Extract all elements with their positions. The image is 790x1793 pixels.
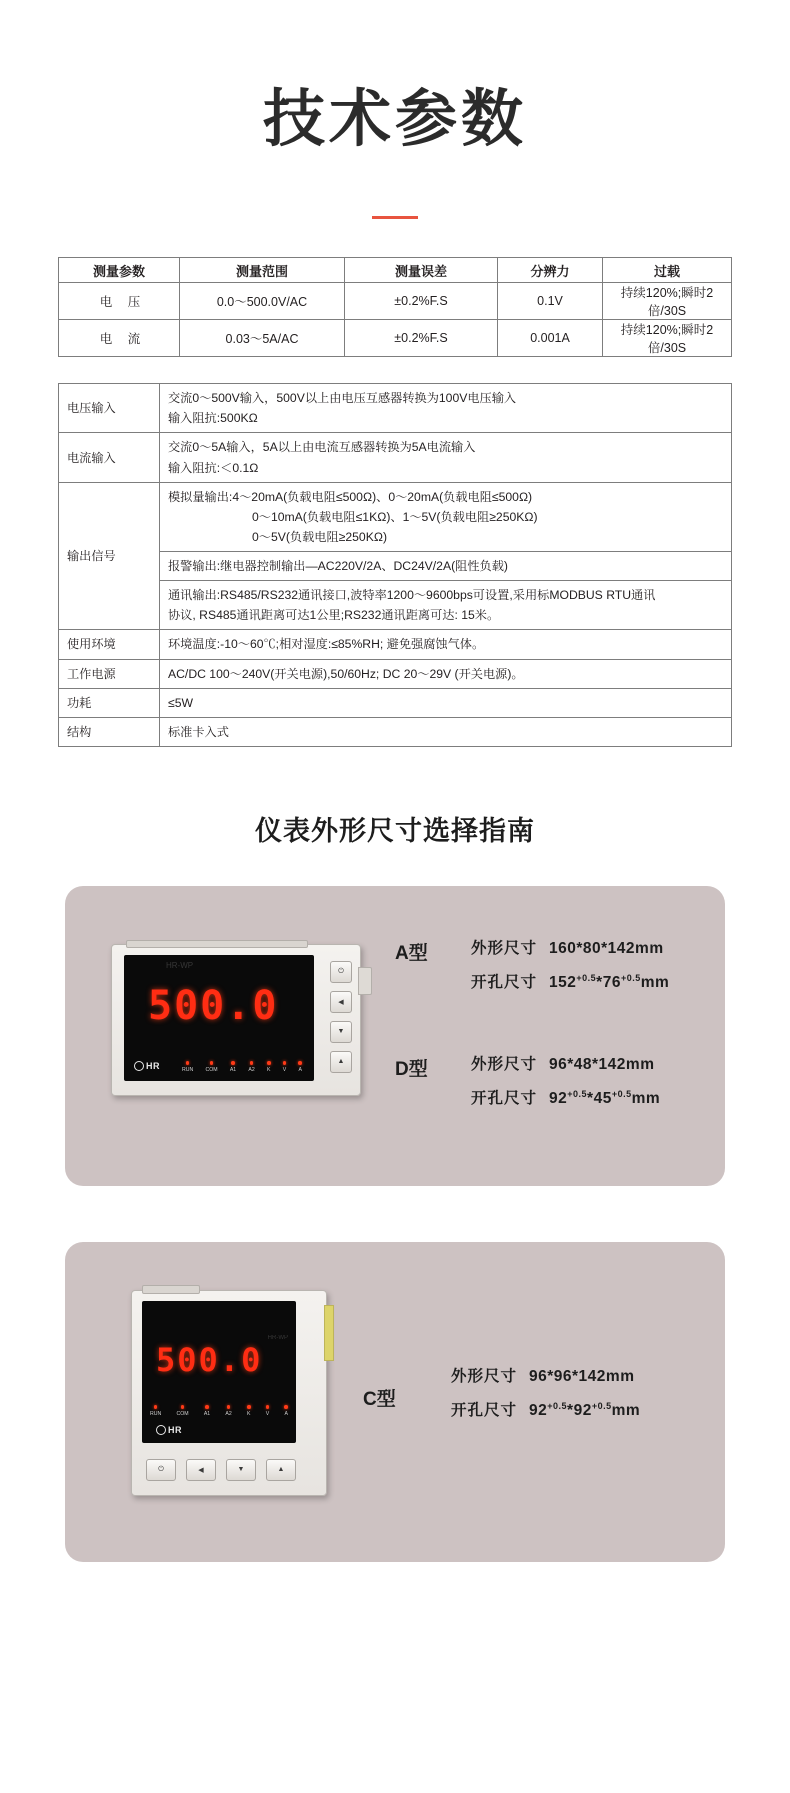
led-dot-icon (231, 1061, 235, 1065)
key-down-button[interactable]: ▼ (330, 1021, 352, 1043)
led-run: RUN (182, 1061, 193, 1073)
spec-cell-overload: 持续120%;瞬时2倍/30S (603, 283, 732, 320)
panel-model-a-d (65, 886, 725, 1186)
dimension-key: 外形尺寸 (451, 1367, 518, 1385)
spec-header-cell: 测量范围 (180, 258, 345, 283)
detail-line: 协议, RS485通讯距离可达1公里;RS232通讯距离可达: 15米。 (168, 608, 500, 623)
spec-header-cell: 测量误差 (345, 258, 498, 283)
led-a1: A1 (204, 1405, 210, 1417)
spec-header-cell: 测量参数 (59, 258, 180, 283)
device-side-tab (358, 967, 372, 995)
spec-header-cell: 分辨力 (498, 258, 603, 283)
led-a1: A1 (230, 1061, 236, 1073)
led-a2: A2 (248, 1061, 254, 1073)
key-set-button[interactable]: ⏻ (146, 1459, 176, 1481)
detail-value (160, 384, 732, 433)
brand-logo (134, 1061, 160, 1071)
spec-table (58, 257, 732, 357)
device-keypad (330, 961, 350, 1073)
title-divider (372, 216, 418, 219)
dimension-outer-a (471, 936, 664, 958)
cutout-h-tol: +0.5 (620, 972, 641, 983)
dimension-outer-d (471, 1052, 655, 1074)
device-keypad (146, 1459, 296, 1481)
model-label-c: C型 (363, 1388, 396, 1410)
spec-cell-parameter: 电 压 (59, 283, 180, 320)
cutout-h-tol: +0.5 (591, 1400, 612, 1411)
table-row (59, 581, 732, 630)
spec-cell-resolution: 0.001A (498, 320, 603, 357)
spec-cell-error: ±0.2%F.S (345, 320, 498, 357)
brand-text: HR (168, 1424, 182, 1435)
dimension-key: 外形尺寸 (471, 1055, 538, 1073)
detail-label: 电流输入 (59, 433, 160, 482)
led-dot-icon (205, 1405, 209, 1409)
page-title: 技术参数 (262, 85, 527, 154)
detail-line: 0～5V(负载电阻≥250KΩ) (252, 529, 388, 544)
detail-label: 输出信号 (59, 482, 160, 630)
detail-value: ≤5W (160, 688, 732, 717)
screen-watermark: HR-WP (267, 1334, 288, 1341)
spec-table-wrapper (58, 257, 732, 357)
detail-label: 使用环境 (59, 630, 160, 659)
led-dot-icon (247, 1405, 251, 1409)
table-row (59, 320, 732, 357)
status-led-row (182, 1061, 302, 1073)
cutout-w-tol: +0.5 (547, 1400, 568, 1411)
brand-ring-icon (156, 1425, 166, 1435)
cutout-unit: mm (640, 973, 670, 991)
led-dot-icon (298, 1061, 302, 1065)
detail-line: 报警输出:继电器控制输出—AC220V/2A、DC24V/2A(阻性负载) (168, 559, 508, 574)
detail-label: 功耗 (59, 688, 160, 717)
cutout-w: 92 (549, 1089, 568, 1107)
detail-value-alarm (160, 552, 732, 581)
dimension-key: 开孔尺寸 (471, 973, 538, 991)
detail-value (160, 433, 732, 482)
detail-value: 环境温度:-10～60℃;相对湿度:≤85%RH; 避免强腐蚀气体。 (160, 630, 732, 659)
cutout-h: *45 (587, 1089, 612, 1107)
cutout-h-tol: +0.5 (611, 1088, 632, 1099)
spec-header-cell: 过载 (603, 258, 732, 283)
led-v: V (266, 1405, 270, 1417)
key-left-button[interactable]: ◀ (186, 1459, 216, 1481)
status-led-row (150, 1405, 288, 1417)
led-run: RUN (150, 1405, 161, 1417)
table-row (59, 552, 732, 581)
spec-cell-resolution: 0.1V (498, 283, 603, 320)
cutout-w: 152 (549, 973, 577, 991)
dimension-cutout-d (471, 1086, 660, 1108)
key-up-button[interactable]: ▲ (330, 1051, 352, 1073)
led-dot-icon (283, 1061, 287, 1065)
cutout-w-tol: +0.5 (567, 1088, 588, 1099)
table-row (59, 688, 732, 717)
device-top-cap (126, 940, 308, 948)
detail-line: 输入阻抗:＜0.1Ω (168, 460, 259, 475)
detail-value: 标准卡入式 (160, 717, 732, 746)
cutout-w-tol: +0.5 (576, 972, 597, 983)
spec-cell-parameter: 电 流 (59, 320, 180, 357)
spec-cell-error: ±0.2%F.S (345, 283, 498, 320)
brand-ring-icon (134, 1061, 144, 1071)
cutout-unit: mm (611, 1401, 641, 1419)
led-a: A (298, 1061, 302, 1073)
device-side-tab (324, 1305, 334, 1361)
cutout-w: 92 (529, 1401, 548, 1419)
led-a2: A2 (225, 1405, 231, 1417)
device-top-cap (142, 1285, 200, 1294)
led-dot-icon (266, 1405, 270, 1409)
led-dot-icon (250, 1061, 254, 1065)
device-image-model-c (131, 1290, 327, 1496)
dimension-key: 外形尺寸 (471, 939, 538, 957)
model-label-d: D型 (395, 1058, 428, 1080)
led-dot-icon (181, 1405, 185, 1409)
detail-value-analog (160, 482, 732, 551)
led-dot-icon (186, 1061, 190, 1065)
detail-line: 模拟量输出:4～20mA(负载电阻≤500Ω)、0～20mA(负载电阻≤500Ω) (168, 489, 533, 504)
section-title-size-guide: 仪表外形尺寸选择指南 (255, 815, 535, 846)
detail-line: 交流0～500V输入，500V以上由电压互感器转换为100V电压输入 (168, 391, 517, 406)
device-screen (142, 1301, 296, 1443)
device-display-value: 500.0 (148, 982, 279, 1029)
dimension-key: 开孔尺寸 (471, 1089, 538, 1107)
dimension-cutout-c (451, 1398, 640, 1420)
detail-value: AC/DC 100～240V(开关电源),50/60Hz; DC 20～29V (开关电源)。 (160, 659, 732, 688)
table-row (59, 717, 732, 746)
detail-line: 输入阻抗:500KΩ (168, 411, 258, 426)
screen-watermark: HR-WP (166, 960, 194, 970)
led-v: V (283, 1061, 287, 1073)
device-display-value: 500.0 (156, 1340, 263, 1379)
cutout-unit: mm (631, 1089, 661, 1107)
dimension-cutout-a (471, 970, 669, 992)
detail-label: 电压输入 (59, 384, 160, 433)
table-header-row (59, 258, 732, 283)
key-set-button[interactable]: ⏻ (330, 961, 352, 983)
led-dot-icon (267, 1061, 271, 1065)
detail-table-wrapper (58, 383, 732, 747)
dimension-outer-c (451, 1364, 635, 1386)
spec-cell-range: 0.0～500.0V/AC (180, 283, 345, 320)
cutout-h: *92 (567, 1401, 592, 1419)
spec-cell-overload: 持续120%;瞬时2倍/30S (603, 320, 732, 357)
detail-line: 0～10mA(负载电阻≤1KΩ)、1～5V(负载电阻≥250KΩ) (252, 509, 538, 524)
dimension-value: 96*96*142mm (529, 1367, 635, 1385)
spec-cell-range: 0.03～5A/AC (180, 320, 345, 357)
detail-line: 交流0～5A输入，5A以上由电流互感器转换为5A电流输入 (168, 440, 476, 455)
cutout-h: *76 (596, 973, 621, 991)
table-row (59, 630, 732, 659)
detail-line: 通讯输出:RS485/RS232通讯接口,波特率1200～9600bps可设置,采用标MODBUS RTU通讯 (168, 588, 656, 603)
led-com: COM (205, 1061, 217, 1073)
key-down-button[interactable]: ▼ (226, 1459, 256, 1481)
detail-label: 结构 (59, 717, 160, 746)
led-dot-icon (284, 1405, 288, 1409)
dimension-value: 160*80*142mm (549, 939, 664, 957)
led-com: COM (176, 1405, 188, 1417)
device-screen (124, 955, 314, 1081)
detail-value-comm (160, 581, 732, 630)
table-row (59, 283, 732, 320)
model-label-a: A型 (395, 942, 428, 964)
device-image-model-a (111, 944, 361, 1096)
detail-table (58, 383, 732, 747)
key-up-button[interactable]: ▲ (266, 1459, 296, 1481)
dimension-key: 开孔尺寸 (451, 1401, 518, 1419)
led-dot-icon (210, 1061, 214, 1065)
led-k: K (267, 1061, 271, 1073)
led-a: A (284, 1405, 288, 1417)
table-row (59, 659, 732, 688)
key-left-button[interactable]: ◀ (330, 991, 352, 1013)
led-dot-icon (154, 1405, 158, 1409)
brand-logo (156, 1425, 182, 1435)
led-k: K (247, 1405, 251, 1417)
brand-text: HR (146, 1060, 160, 1071)
table-row (59, 482, 732, 551)
table-row (59, 384, 732, 433)
led-dot-icon (227, 1405, 231, 1409)
detail-label: 工作电源 (59, 659, 160, 688)
panel-model-c (65, 1242, 725, 1562)
dimension-value: 96*48*142mm (549, 1055, 655, 1073)
table-row (59, 433, 732, 482)
